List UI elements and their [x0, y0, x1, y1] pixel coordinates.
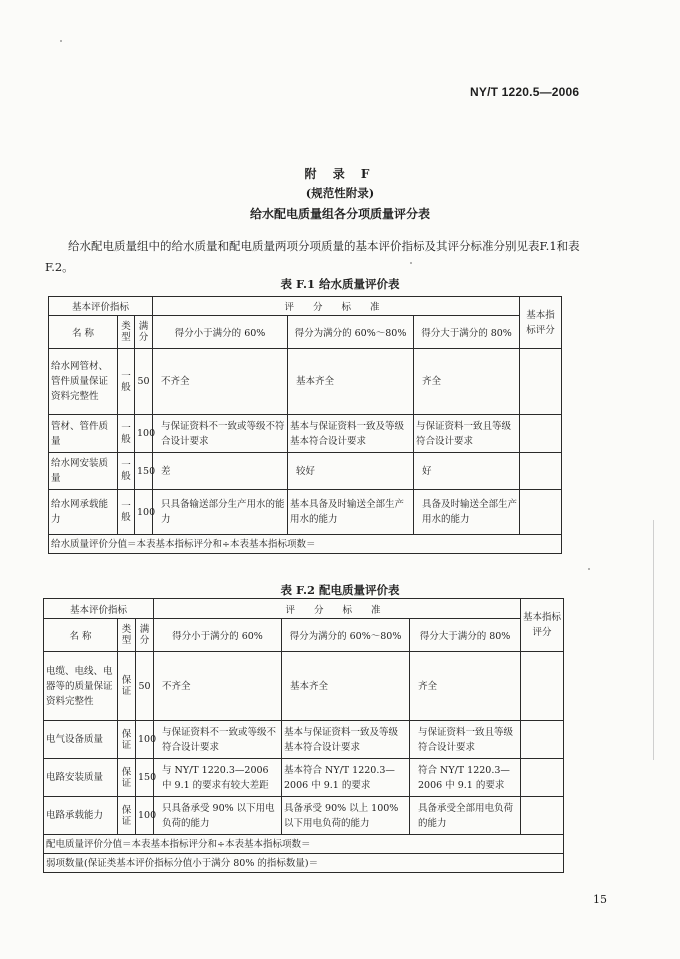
indicator-score [521, 652, 564, 721]
indicator-full-score: 150 [135, 453, 153, 490]
indicator-full-score: 100 [135, 490, 153, 535]
annex-label: 附 录 F [304, 167, 376, 181]
header-full-score: 满 分 [136, 619, 154, 652]
header-basic-indicators: 基本评价指标 [44, 599, 154, 619]
criteria-below-60: 只具备承受 90% 以下用电负荷的能力 [154, 797, 282, 835]
indicator-type: 一 般 [118, 415, 135, 453]
header-60-80: 得分为满分的 60%～80% [282, 619, 410, 652]
scan-speck [60, 40, 62, 42]
indicator-type: 一 般 [118, 453, 135, 490]
criteria-above-80: 与保证资料一致且等级符合设计要求 [410, 721, 521, 759]
criteria-below-60: 与保证资料不一致或等级不符合设计要求 [153, 415, 288, 453]
table-f1 [48, 296, 562, 554]
indicator-score [521, 759, 564, 797]
table-row [44, 721, 564, 759]
header-below-60: 得分小于满分的 60% [153, 316, 288, 349]
indicator-name: 给水网安装质量 [49, 453, 118, 490]
criteria-60-80: 基本齐全 [282, 652, 410, 721]
table-f2 [43, 598, 564, 873]
criteria-below-60: 不齐全 [153, 349, 288, 415]
indicator-name: 给水网管材、管件质量保证资料完整性 [49, 349, 118, 415]
indicator-type: 保 证 [118, 652, 136, 721]
scan-speck [588, 568, 590, 570]
indicator-full-score: 100 [136, 797, 154, 835]
criteria-above-80: 具备及时输送全部生产用水的能力 [414, 490, 520, 535]
criteria-above-80: 齐全 [410, 652, 521, 721]
intro-paragraph: 给水配电质量组中的给水质量和配电质量两项分项质量的基本评价指标及其评分标准分别见表F.1和表F.2。 [45, 239, 580, 274]
indicator-full-score: 50 [136, 652, 154, 721]
table-row [49, 415, 562, 453]
indicator-full-score: 50 [135, 349, 153, 415]
header-name: 名 称 [49, 316, 118, 349]
header-basic-indicators: 基本评价指标 [49, 297, 153, 316]
criteria-60-80: 基本具备及时输送全部生产用水的能力 [288, 490, 414, 535]
indicator-score [520, 453, 562, 490]
scan-artifact-line [653, 520, 654, 760]
criteria-above-80: 与保证资料一致且等级符合设计要求 [414, 415, 520, 453]
criteria-below-60: 与保证资料不一致或等级不符合设计要求 [154, 721, 282, 759]
table-f1-caption: 表 F.1 给水质量评价表 [280, 277, 400, 291]
table-row [44, 797, 564, 835]
header-criteria: 评 分 标 准 [154, 599, 521, 619]
header-above-80: 得分大于满分的 80% [414, 316, 520, 349]
header-full-score: 满 分 [135, 316, 153, 349]
header-type: 类 型 [118, 316, 135, 349]
table-f2-footer-weak-items: 弱项数量(保证类基本评价指标分值小于满分 80% 的指标数量)＝ [44, 854, 564, 873]
indicator-score [521, 721, 564, 759]
header-below-60: 得分小于满分的 60% [154, 619, 282, 652]
table-f2-caption: 表 F.2 配电质量评价表 [280, 583, 400, 597]
indicator-score [520, 349, 562, 415]
indicator-score [520, 415, 562, 453]
criteria-60-80: 基本符合 NY/T 1220.3—2006 中 9.1 的要求 [282, 759, 410, 797]
criteria-above-80: 好 [414, 453, 520, 490]
table-row [49, 349, 562, 415]
criteria-below-60: 与 NY/T 1220.3—2006 中 9.1 的要求有较大差距 [154, 759, 282, 797]
indicator-full-score: 150 [136, 759, 154, 797]
criteria-60-80: 具备承受 90% 以上 100% 以下用电负荷的能力 [282, 797, 410, 835]
criteria-above-80: 具备承受全部用电负荷的能力 [410, 797, 521, 835]
table-f2-footer-score: 配电质量评价分值＝本表基本指标评分和÷本表基本指标项数＝ [44, 835, 564, 854]
indicator-name: 电气设备质量 [44, 721, 118, 759]
table-row [49, 490, 562, 535]
indicator-name: 管材、管件质量 [49, 415, 118, 453]
indicator-score [521, 797, 564, 835]
header-type: 类 型 [118, 619, 136, 652]
indicator-type: 一 般 [118, 349, 135, 415]
header-indicator-score: 基本指标评分 [520, 297, 562, 349]
indicator-type: 保 证 [118, 797, 136, 835]
table-row [49, 453, 562, 490]
criteria-above-80: 齐全 [414, 349, 520, 415]
criteria-above-80: 符合 NY/T 1220.3—2006 中 9.1 的要求 [410, 759, 521, 797]
indicator-type: 一 般 [118, 490, 135, 535]
criteria-60-80: 基本与保证资料一致及等级基本符合设计要求 [288, 415, 414, 453]
header-criteria: 评 分 标 准 [153, 297, 520, 316]
document-number: NY/T 1220.5—2006 [470, 85, 580, 99]
criteria-below-60: 差 [153, 453, 288, 490]
header-above-80: 得分大于满分的 80% [410, 619, 521, 652]
header-60-80: 得分为满分的 60%～80% [288, 316, 414, 349]
indicator-name: 给水网承载能力 [49, 490, 118, 535]
scan-speck [410, 262, 412, 264]
indicator-name: 电路承载能力 [44, 797, 118, 835]
annex-type: (规范性附录) [305, 186, 375, 200]
table-f1-footer: 给水质量评价分值＝本表基本指标评分和÷本表基本指标项数＝ [49, 535, 562, 554]
indicator-name: 电缆、电线、电器等的质量保证资料完整性 [44, 652, 118, 721]
annex-title: 给水配电质量组各分项质量评分表 [249, 207, 430, 221]
criteria-below-60: 只具备输送部分生产用水的能力 [153, 490, 288, 535]
indicator-name: 电路安装质量 [44, 759, 118, 797]
criteria-60-80: 基本齐全 [288, 349, 414, 415]
table-row [44, 759, 564, 797]
header-indicator-score: 基本指标评分 [521, 599, 564, 652]
criteria-below-60: 不齐全 [154, 652, 282, 721]
table-row [44, 652, 564, 721]
criteria-60-80: 较好 [288, 453, 414, 490]
header-name: 名 称 [44, 619, 118, 652]
indicator-full-score: 100 [136, 721, 154, 759]
page-number: 15 [593, 893, 607, 906]
criteria-60-80: 基本与保证资料一致及等级基本符合设计要求 [282, 721, 410, 759]
indicator-type: 保 证 [118, 759, 136, 797]
indicator-score [520, 490, 562, 535]
indicator-full-score: 100 [135, 415, 153, 453]
indicator-type: 保 证 [118, 721, 136, 759]
